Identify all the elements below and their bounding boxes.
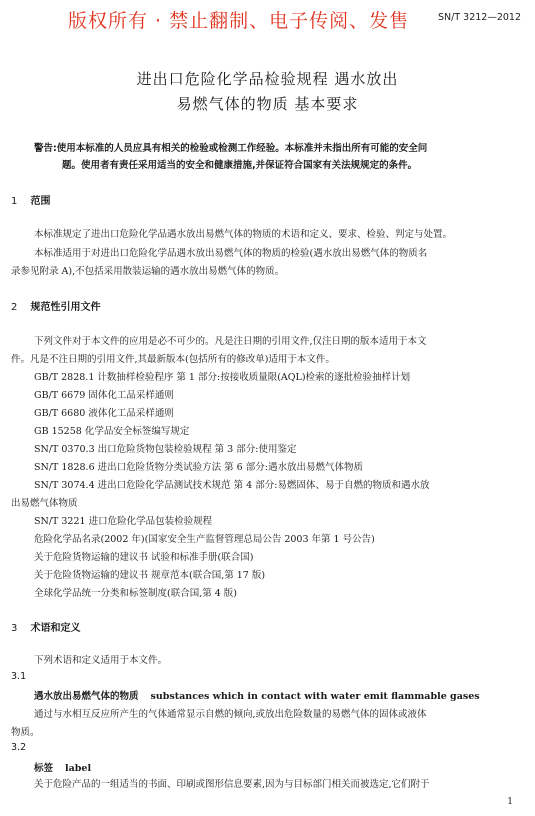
term-entry (34, 760, 91, 774)
term-definition-line2: 物质。 (11, 727, 40, 738)
term-definition-line1: 关于危险产品的一组适当的书面、印刷或图形信息要素,因为与目标部门相关而被选定,它们附于 (34, 779, 430, 790)
section-number: 1 (11, 196, 18, 207)
section-heading-terms-definitions (11, 619, 80, 634)
reference-item: GB/T 6679 固体化工品采样通则 (34, 390, 174, 401)
warning-notice (34, 140, 524, 174)
warning-line1: 警告:使用本标准的人员应具有相关的检验或检测工作经验。本标准并未指出所有可能的安全问 (34, 143, 428, 154)
reference-item: 全球化学品统一分类和标签制度(联合国,第 4 版) (34, 588, 238, 599)
reference-item-continuation: 出易燃气体物质 (11, 498, 78, 509)
terms-intro: 下列术语和定义适用于本文件。 (34, 655, 168, 666)
clause-number: 3.2 (11, 742, 27, 753)
reference-item: 关于危险货物运输的建议书 规章范本(联合国,第 17 版) (34, 570, 266, 581)
term-chinese: 标签 (34, 763, 54, 774)
reference-item: SN/T 3221 进口危险化学品包装检验规程 (34, 516, 213, 527)
term-chinese: 遇水放出易燃气体的物质 (34, 691, 139, 702)
reference-item: 关于危险货物运输的建议书 试验和标准手册(联合国) (34, 552, 254, 563)
term-english: label (65, 763, 92, 774)
reference-item: SN/T 3074.4 进出口危险化学品测试技术规范 第 4 部分:易燃固体、易于自燃的物质和遇水放 (34, 480, 430, 491)
document-title-line2: 易燃气体的物质 基本要求 (176, 95, 359, 113)
term-english: substances which in contact with water emit flammable gases (150, 691, 480, 702)
copyright-watermark: 版权所有 · 禁止翻制、电子传阅、发售 (68, 10, 410, 32)
reference-item: 危险化学品名录(2002 年)(国家安全生产监督管理总局公告 2003 年第 1 号公告) (34, 534, 375, 545)
section-heading-normative-references (11, 298, 100, 313)
references-intro-line2: 件。凡是不注日期的引用文件,其最新版本(包括所有的修改单)适用于本文件。 (11, 354, 335, 365)
term-entry (34, 688, 480, 702)
references-intro-line1: 下列文件对于本文件的应用是必不可少的。凡是注日期的引用文件,仅注日期的版本适用于本文 (34, 336, 427, 347)
standard-number: SN/T 3212—2012 (437, 12, 521, 23)
term-definition-line1: 通过与水相互反应所产生的气体通常显示自燃的倾向,或放出危险数量的易燃气体的固体或液体 (34, 709, 427, 720)
reference-item: SN/T 0370.3 出口危险货物包装检验规程 第 3 部分:使用鉴定 (34, 444, 297, 455)
page-number: 1 (507, 797, 513, 807)
scope-paragraph-2-line2: 录参见附录 A),不包括采用散装运输的遇水放出易燃气体的物质。 (11, 266, 285, 277)
section-title: 术语和定义 (30, 623, 81, 634)
section-heading-scope (11, 192, 50, 207)
scope-paragraph-2-line1: 本标准适用于对进出口危险化学品遇水放出易燃气体的物质的检验(遇水放出易燃气体的物质名 (34, 248, 428, 259)
clause-number: 3.1 (11, 671, 27, 682)
reference-item: GB 15258 化学品安全标签编写规定 (34, 426, 190, 437)
section-number: 3 (11, 623, 18, 634)
scope-paragraph-1: 本标准规定了进出口危险化学品遇水放出易燃气体的物质的术语和定义、要求、检验、判定与处置。 (34, 229, 453, 240)
section-number: 2 (11, 302, 18, 313)
section-title: 规范性引用文件 (30, 302, 101, 313)
document-title-line1: 进出口危险化学品检验规程 遇水放出 (136, 70, 399, 88)
reference-item: GB/T 2828.1 计数抽样检验程序 第 1 部分:按接收质量限(AQL)检索的逐批检验抽样计划 (34, 372, 411, 383)
reference-item: GB/T 6680 液体化工品采样通则 (34, 408, 174, 419)
reference-item: SN/T 1828.6 进出口危险货物分类试验方法 第 6 部分:遇水放出易燃气体物质 (34, 462, 363, 473)
warning-line2: 题。使用者有责任采用适当的安全和健康措施,并保证符合国家有关法规规定的条件。 (62, 160, 418, 171)
section-title: 范围 (30, 196, 51, 207)
